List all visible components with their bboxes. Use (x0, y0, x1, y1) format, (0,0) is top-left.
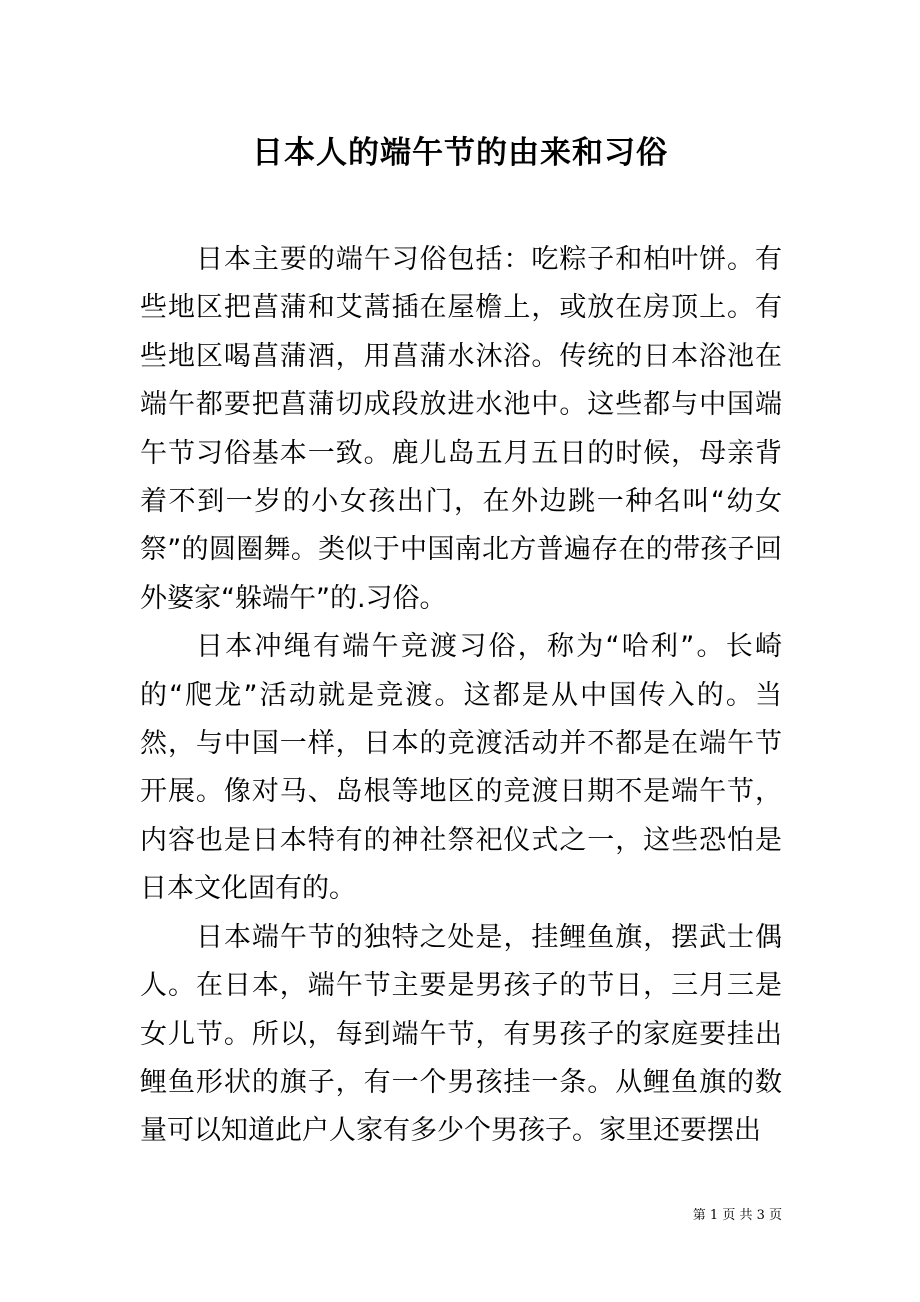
body-text (140, 236, 782, 1156)
paragraph-1: 日本主要的端午习俗包括：吃粽子和柏叶饼。有些地区把菖蒲和艾蒿插在屋檐上，或放在房顶上。有些地区喝菖蒲酒，用菖蒲水沐浴。传统的日本浴池在端午都要把菖蒲切成段放进水池中。这些都与中国端午节习俗基本一致。鹿儿岛五月五日的时候，母亲背着不到一岁的小女孩出门，在外边跳一种名叫“幼女祭”的圆圈舞。类似于中国南北方普遍存在的带孩子回外婆家“躲端午”的.习俗。 (140, 244, 782, 614)
paragraph-3: 日本端午节的独特之处是，挂鲤鱼旗，摆武士偶人。在日本，端午节主要是男孩子的节日，三月三是女儿节。所以，每到端午节，有男孩子的家庭要挂出鲤鱼形状的旗子，有一个男孩挂一条。从鲤鱼旗的数量可以知道此户人家有多少个男孩子。家里还要摆出 (140, 921, 782, 1147)
page-title: 日本人的端午节的由来和习俗 (252, 135, 668, 171)
paragraph-2: 日本冲绳有端午竞渡习俗，称为“哈利”。长崎的“爬龙”活动就是竞渡。这都是从中国传入的。当然，与中国一样，日本的竞渡活动并不都是在端午节开展。像对马、岛根等地区的竞渡日期不是端午节，内容也是日本特有的神社祭祀仪式之一，这些恐怕是日本文化固有的。 (140, 631, 782, 905)
page-number-footer: 第 1 页 共 3 页 (692, 1208, 782, 1223)
